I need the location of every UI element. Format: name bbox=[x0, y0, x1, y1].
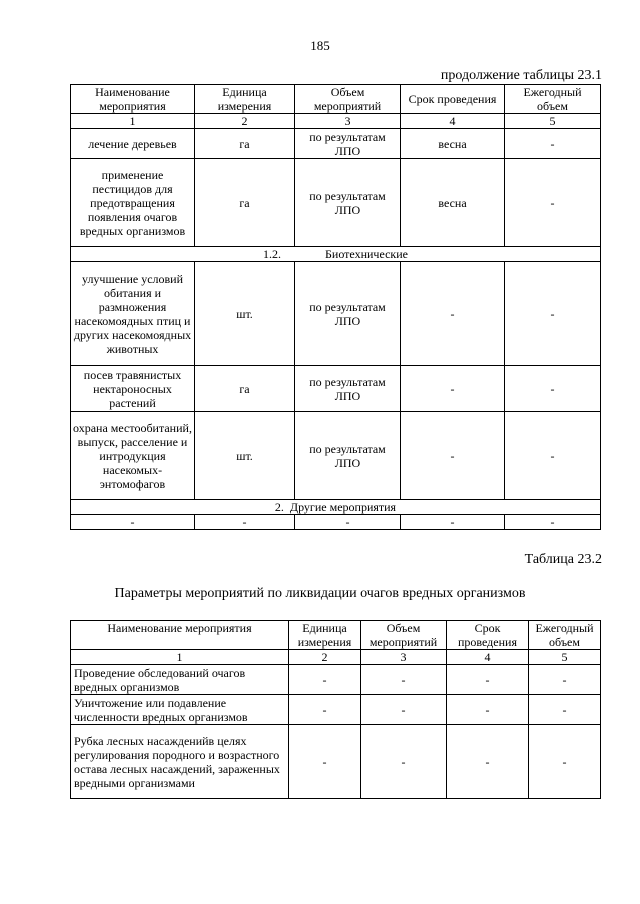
cell: - bbox=[529, 725, 601, 799]
table-row bbox=[71, 262, 601, 366]
section-row bbox=[71, 500, 601, 515]
cell: Уничтожение или подавление численности вредных организмов bbox=[71, 695, 289, 725]
cell: - bbox=[361, 695, 447, 725]
table-row bbox=[71, 412, 601, 500]
page-number: 185 bbox=[310, 38, 330, 53]
cell: - bbox=[401, 366, 505, 412]
column-number: 5 bbox=[505, 114, 601, 129]
column-number: 5 bbox=[529, 650, 601, 665]
cell: лечение деревьев bbox=[71, 129, 195, 159]
table-row bbox=[71, 695, 601, 725]
column-number: 2 bbox=[289, 650, 361, 665]
section-number: 1.2. bbox=[263, 247, 281, 261]
cell: - bbox=[505, 366, 601, 412]
cell: посев травянистых нектароносных растений bbox=[71, 366, 195, 412]
column-number: 3 bbox=[295, 114, 401, 129]
section-heading bbox=[71, 247, 601, 262]
cell: по результатам ЛПО bbox=[295, 366, 401, 412]
cell: - bbox=[447, 695, 529, 725]
column-number: 3 bbox=[361, 650, 447, 665]
cell: весна bbox=[401, 159, 505, 247]
cell: весна bbox=[401, 129, 505, 159]
cell: по результатам ЛПО bbox=[295, 412, 401, 500]
table-row bbox=[71, 665, 601, 695]
section-title: Другие мероприятия bbox=[289, 500, 397, 514]
column-number: 2 bbox=[195, 114, 295, 129]
cell: - bbox=[401, 412, 505, 500]
cell: - bbox=[289, 665, 361, 695]
header-cell: Срок проведения bbox=[447, 621, 529, 650]
cell: га bbox=[195, 159, 295, 247]
table-header-row bbox=[71, 85, 601, 114]
cell: - bbox=[361, 725, 447, 799]
cell: шт. bbox=[195, 262, 295, 366]
column-number: 1 bbox=[71, 114, 195, 129]
cell: - bbox=[529, 665, 601, 695]
table-continuation-caption: продолжение таблицы 23.1 bbox=[440, 68, 602, 83]
cell: по результатам ЛПО bbox=[295, 262, 401, 366]
column-number: 4 bbox=[401, 114, 505, 129]
cell: - bbox=[361, 665, 447, 695]
cell: улучшение условий обитания и размножения насекомоядных птиц и других насекомоядных животных bbox=[71, 262, 195, 366]
cell: - bbox=[505, 159, 601, 247]
cell: Рубка лесных насажденийв целях регулирования породного и возрастного остава лесных насаждений, зараженных вредными организмами bbox=[71, 725, 289, 799]
cell: - bbox=[71, 515, 195, 530]
cell: - bbox=[447, 725, 529, 799]
header-cell: Ежегодный объем bbox=[505, 85, 601, 114]
table-23-2 bbox=[70, 620, 601, 799]
header-cell: Объем мероприятий bbox=[295, 85, 401, 114]
header-cell: Наименование мероприятия bbox=[71, 85, 195, 114]
section-number: 2. bbox=[274, 500, 284, 514]
cell: - bbox=[505, 262, 601, 366]
table-header-row bbox=[71, 621, 601, 650]
cell: применение пестицидов для предотвращения появления очагов вредных организмов bbox=[71, 159, 195, 247]
table-row bbox=[71, 159, 601, 247]
cell: - bbox=[289, 725, 361, 799]
cell: - bbox=[529, 695, 601, 725]
table-title: Параметры мероприятий по ликвидации очагов вредных организмов bbox=[114, 586, 526, 601]
table-23-1-continuation bbox=[70, 84, 601, 530]
section-title: Биотехнические bbox=[325, 247, 408, 261]
cell: - bbox=[505, 129, 601, 159]
cell: - bbox=[289, 695, 361, 725]
column-number: 4 bbox=[447, 650, 529, 665]
cell: Проведение обследований очагов вредных организмов bbox=[71, 665, 289, 695]
cell: га bbox=[195, 129, 295, 159]
section-row bbox=[71, 247, 601, 262]
header-cell: Наименование мероприятия bbox=[71, 621, 289, 650]
column-number-row bbox=[71, 114, 601, 129]
table-label: Таблица 23.2 bbox=[524, 552, 602, 567]
column-number: 1 bbox=[71, 650, 289, 665]
cell: - bbox=[295, 515, 401, 530]
cell: - bbox=[505, 515, 601, 530]
cell: га bbox=[195, 366, 295, 412]
section-heading bbox=[71, 500, 601, 515]
cell: по результатам ЛПО bbox=[295, 129, 401, 159]
cell: - bbox=[195, 515, 295, 530]
header-cell: Срок проведения bbox=[401, 85, 505, 114]
header-cell: Ежегодный объем bbox=[529, 621, 601, 650]
column-number-row bbox=[71, 650, 601, 665]
header-cell: Единица измерения bbox=[289, 621, 361, 650]
cell: - bbox=[401, 515, 505, 530]
table-row bbox=[71, 725, 601, 799]
cell: - bbox=[447, 665, 529, 695]
header-cell: Единица измерения bbox=[195, 85, 295, 114]
cell: шт. bbox=[195, 412, 295, 500]
cell: по результатам ЛПО bbox=[295, 159, 401, 247]
header-cell: Объем мероприятий bbox=[361, 621, 447, 650]
table-row bbox=[71, 129, 601, 159]
cell: - bbox=[401, 262, 505, 366]
cell: - bbox=[505, 412, 601, 500]
table-row bbox=[71, 515, 601, 530]
table-row bbox=[71, 366, 601, 412]
cell: охрана местообитаний, выпуск, расселение и интродукция насекомых-энтомофагов bbox=[71, 412, 195, 500]
